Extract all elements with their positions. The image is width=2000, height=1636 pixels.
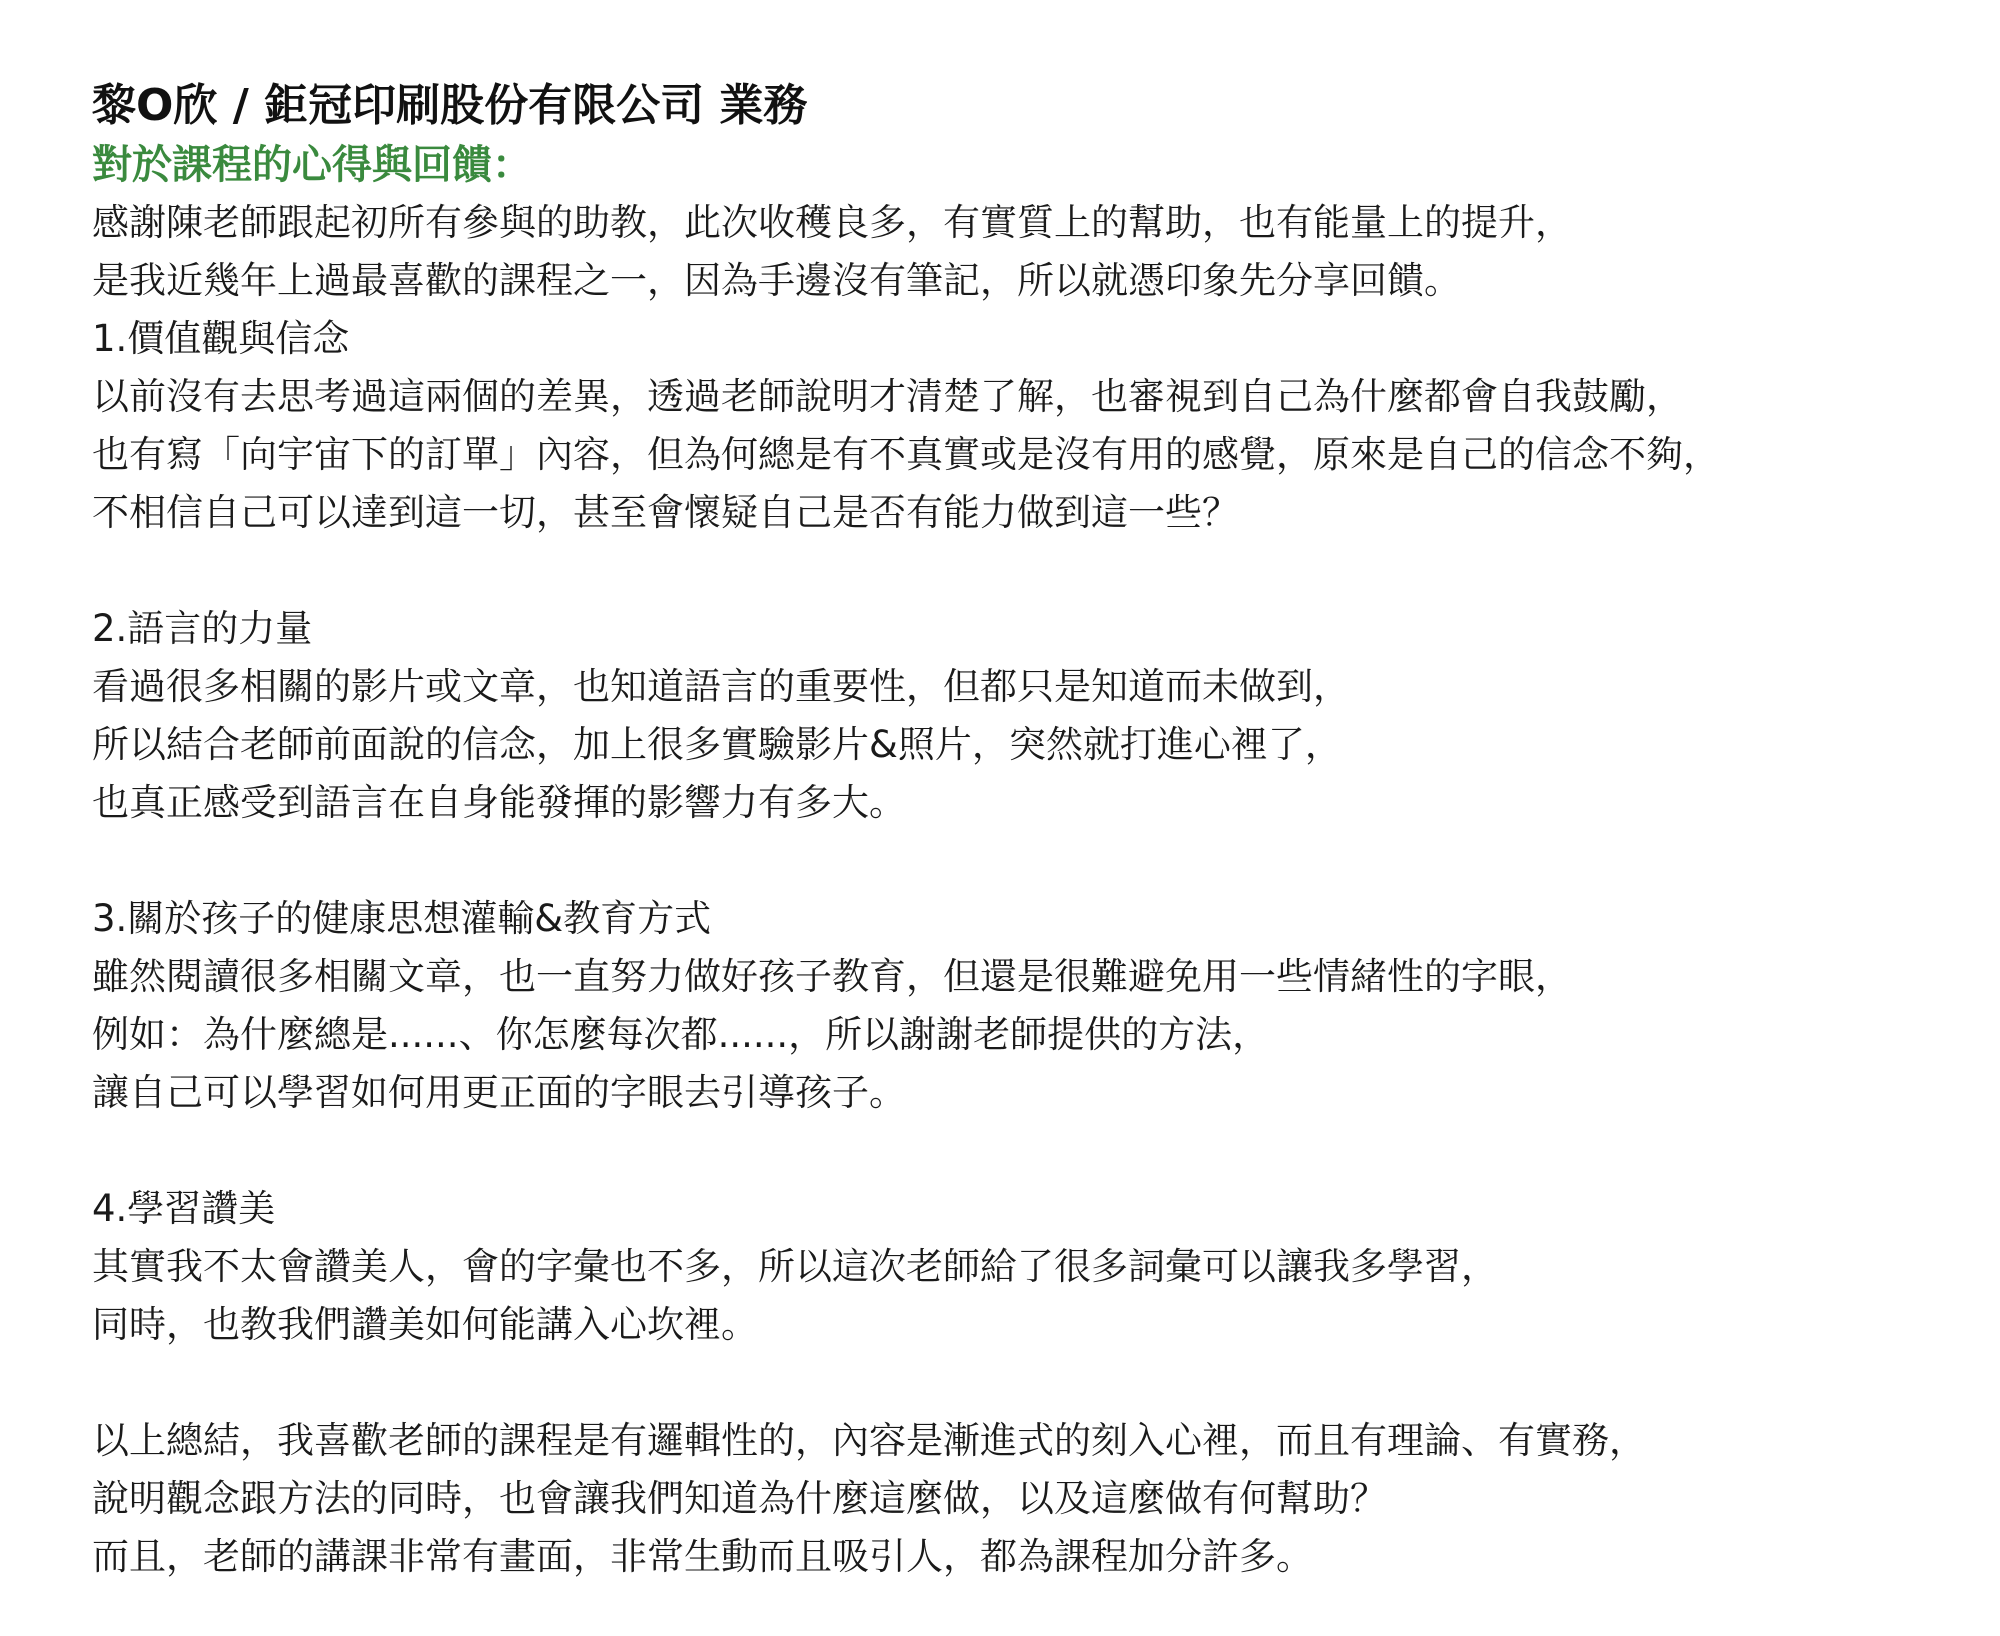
intro-line: 感謝陳老師跟起初所有參與的助教，此次收穫良多，有實質上的幫助，也有能量上的提升， bbox=[92, 201, 1572, 244]
section-values-beliefs bbox=[92, 310, 1952, 542]
section-line: 以前沒有去思考過這兩個的差異，透過老師說明才清楚了解，也審視到自己為什麼都會自我鼓勵， bbox=[92, 375, 1683, 418]
section-heading: 2.語言的力量 bbox=[92, 607, 313, 650]
section-line: 雖然閱讀很多相關文章，也一直努力做好孩子教育，但還是很難避免用一些情緒性的字眼， bbox=[92, 955, 1572, 998]
document-body bbox=[92, 76, 1952, 1586]
section-child-education bbox=[92, 890, 1952, 1122]
section-line: 看過很多相關的影片或文章，也知道語言的重要性，但都只是知道而未做到， bbox=[92, 665, 1350, 708]
conclusion-line: 而且，老師的講課非常有畫面，非常生動而且吸引人，都為課程加分許多。 bbox=[92, 1535, 1313, 1578]
paragraph-spacer bbox=[92, 542, 1952, 600]
paragraph-spacer bbox=[92, 832, 1952, 890]
section-power-of-language bbox=[92, 600, 1952, 832]
conclusion-paragraph bbox=[92, 1412, 1952, 1586]
paragraph-spacer bbox=[92, 1354, 1952, 1412]
section-line: 同時，也教我們讚美如何能講入心坎裡。 bbox=[92, 1303, 758, 1346]
section-line: 也有寫「向宇宙下的訂單」內容，但為何總是有不真實或是沒有用的感覺，原來是自己的信念不夠， bbox=[92, 433, 1720, 476]
section-heading: 3.關於孩子的健康思想灌輸&教育方式 bbox=[92, 897, 712, 940]
section-heading: 4.學習讚美 bbox=[92, 1187, 276, 1230]
intro-line: 是我近幾年上過最喜歡的課程之一，因為手邊沒有筆記，所以就憑印象先分享回饋。 bbox=[92, 259, 1461, 302]
paragraph-spacer bbox=[92, 1122, 1952, 1180]
section-line: 其實我不太會讚美人，會的字彙也不多，所以這次老師給了很多詞彙可以讓我多學習， bbox=[92, 1245, 1498, 1288]
section-line: 所以結合老師前面說的信念，加上很多實驗影片&照片，突然就打進心裡了， bbox=[92, 723, 1342, 766]
conclusion-line: 以上總結，我喜歡老師的課程是有邏輯性的，內容是漸進式的刻入心裡，而且有理論、有實務， bbox=[92, 1419, 1646, 1462]
section-line: 例如：為什麼總是......、你怎麼每次都......，所以謝謝老師提供的方法， bbox=[92, 1013, 1270, 1056]
section-heading: 1.價值觀與信念 bbox=[92, 317, 350, 360]
section-line: 不相信自己可以達到這一切，甚至會懷疑自己是否有能力做到這一些？ bbox=[92, 491, 1239, 534]
conclusion-line: 說明觀念跟方法的同時，也會讓我們知道為什麼這麼做，以及這麼做有何幫助？ bbox=[92, 1477, 1387, 1520]
section-line: 也真正感受到語言在自身能發揮的影響力有多大。 bbox=[92, 781, 906, 824]
author-title: 黎O欣 / 鉅冠印刷股份有限公司 業務 bbox=[92, 80, 808, 131]
feedback-heading: 對於課程的心得與回饋： bbox=[92, 141, 532, 188]
section-learning-praise bbox=[92, 1180, 1952, 1354]
intro-paragraph bbox=[92, 194, 1952, 310]
section-line: 讓自己可以學習如何用更正面的字眼去引導孩子。 bbox=[92, 1071, 906, 1114]
